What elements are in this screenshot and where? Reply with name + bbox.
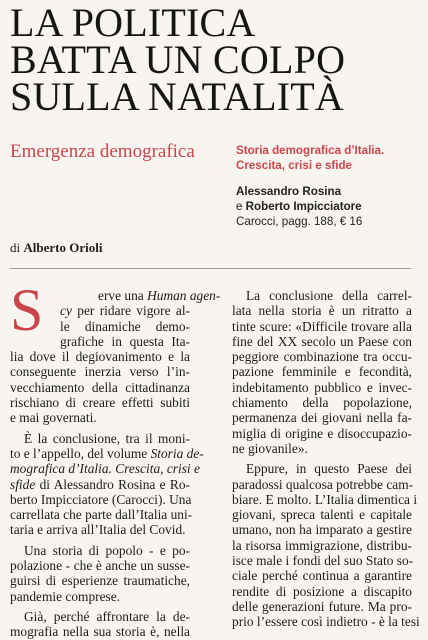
article-line: peggiore combinazione tra occu- <box>232 349 412 365</box>
book-author-1: Alessandro Rosina <box>236 185 342 198</box>
article-line: paradossi qualcosa potrebbe cam- <box>232 476 414 492</box>
section-subtitle: Emergenza demografica <box>10 141 195 162</box>
article-line: permanenza dei giovani nella fa- <box>232 410 412 426</box>
article-line: miglia di origine e disoccupazio- <box>232 425 412 441</box>
article-line: tinte scure: «Difficile trovare alla <box>232 318 412 334</box>
book-publisher: Carocci, pagg. 188, € 16 <box>236 215 363 228</box>
byline <box>10 240 102 256</box>
article-line: rischiano di creare effetti subiti <box>10 395 190 411</box>
article-line: La conclusione della carrel- <box>246 288 412 303</box>
divider-rule <box>10 268 411 269</box>
article-line: lata nella storia è un ritratto a <box>232 303 412 319</box>
book-author-2: Roberto Impicciatore <box>245 200 362 213</box>
article-line: ne giovanile». <box>232 440 308 456</box>
article-line: erve una Human agen- <box>98 288 221 303</box>
article-line: chiamento della popolazione, <box>232 395 412 411</box>
article-line: mografica d’Italia. Crescita, crisi e <box>10 461 200 477</box>
byline-prefix: di <box>10 240 24 255</box>
headline-line-1: LA POLITICA <box>10 0 256 45</box>
article-line: grafiche in questa Ita- <box>60 333 190 349</box>
article-line: È la conclusione, tra il moni- <box>24 430 190 446</box>
article-line: indebitamento pubblico e invec- <box>232 379 412 395</box>
book-title-line-1: Storia demografica d’Italia. <box>236 144 385 157</box>
article-line: rendite di posizione a discapito <box>232 583 412 599</box>
article-line: giovani, spreca talenti e capitale <box>232 507 412 523</box>
article-line: sfide di Alessandro Rosina e Ro- <box>10 476 190 492</box>
article-line: le dinamiche demo- <box>60 318 190 334</box>
article-line: biare. E molto. L’Italia dimentica i <box>232 491 418 507</box>
article-line: Una storia di popolo - e po- <box>24 542 190 558</box>
article-line: fine del XX secolo un Paese con <box>232 333 412 349</box>
article-line: berto Impicciatore (Carocci). Una <box>10 491 192 507</box>
article-line: umano, non ha imparato a gestire <box>232 522 412 538</box>
book-title-line-2: Crescita, crisi e sfide <box>236 159 352 172</box>
article-line: to e l’appello, del volume Storia de- <box>10 445 204 461</box>
book-info-box <box>236 143 421 229</box>
headline-line-3: SULLA NATALITÀ <box>10 74 345 119</box>
headline <box>10 0 418 119</box>
article-line: delle generazioni future. Ma pro- <box>232 598 412 614</box>
article-line: conseguente inerzia verso l’in- <box>10 364 190 380</box>
article-line: polazione - che è anche un susse- <box>10 558 190 574</box>
drop-cap: S <box>10 277 44 343</box>
article-column-left <box>10 288 221 640</box>
article-line: lia dove il degiovanimento e la <box>10 349 190 365</box>
article-line: Eppure, in questo Paese dei <box>246 461 412 477</box>
byline-author: Alberto Orioli <box>23 240 103 255</box>
headline-line-2: BATTA UN COLPO <box>10 37 346 82</box>
article-line: cy per ridare vigore al- <box>60 303 190 319</box>
book-title <box>236 143 421 173</box>
book-author-2-prefix: e <box>236 200 246 213</box>
article-line: guirsi di esperienze traumatiche, <box>10 573 190 589</box>
article-line: pazione femminile e fecondità, <box>232 364 412 380</box>
article-line: taria e arriva all’Italia del Covid. <box>10 522 186 538</box>
book-author-2-line <box>236 199 421 214</box>
article-column-right <box>232 288 420 630</box>
article-line: ciale perché continua a garantire <box>232 568 412 584</box>
article-line: carrellata che parte dall’Italia uni- <box>10 507 193 523</box>
article-line: vecchiamento della cittadinanza <box>10 379 190 395</box>
article-line: e mai governati. <box>10 410 97 426</box>
article-line: Già, perché affrontare la de- <box>24 608 190 624</box>
article-line: isce male i fondi del suo Stato so- <box>232 553 414 569</box>
article-line: prio l’essere così indietro - è la tesi <box>232 614 420 630</box>
article-line: la risorsa immigrazione, distribu- <box>232 537 412 553</box>
article-line: mografia nella sua storia è, nella <box>10 624 190 640</box>
article-line: pandemie comprese. <box>10 588 121 604</box>
